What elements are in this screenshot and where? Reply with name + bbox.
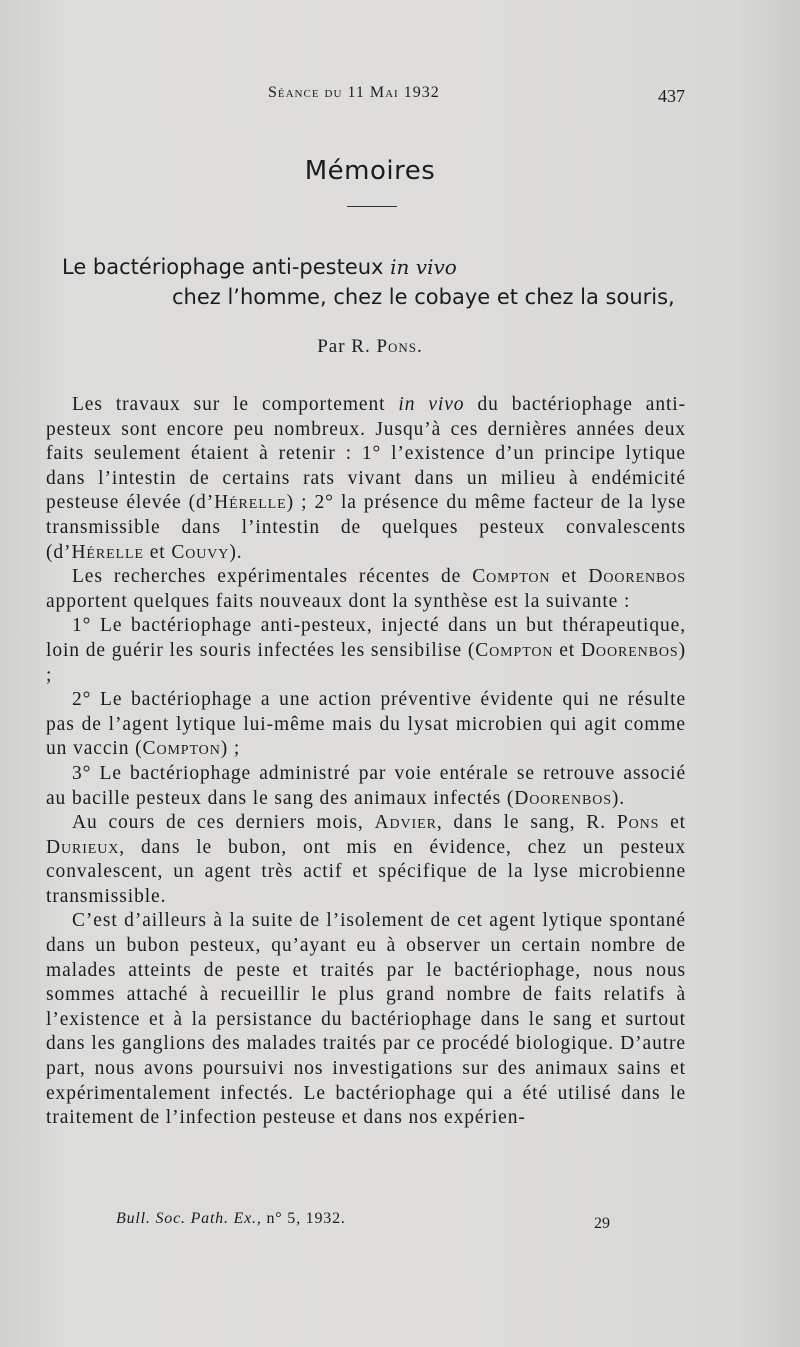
- paragraph-5: [46, 762, 686, 811]
- text-run: ) ; 2° la présence du même facteur de la lyse transmissible dans l’intestin de quelques pesteux convalescents (d’: [46, 492, 686, 563]
- author-name: Doorenbos: [588, 566, 686, 588]
- paragraph-4: [46, 688, 686, 762]
- journal-citation-italic: Bull. Soc. Path. Ex.,: [116, 1210, 262, 1227]
- article-body: [46, 393, 686, 1131]
- author-name: Couvy: [171, 541, 230, 563]
- article-title: [62, 252, 702, 312]
- text-run: Les recherches expérimentales récentes de: [72, 566, 473, 588]
- author-name: Pons: [616, 812, 660, 834]
- text-run: Les travaux sur le comportement: [72, 394, 399, 415]
- byline-author: Pons.: [376, 336, 423, 357]
- paragraph-2: [46, 565, 686, 614]
- author-name: Hérelle: [71, 541, 144, 563]
- author-name: Advier: [374, 812, 437, 834]
- byline: [0, 336, 740, 358]
- signature-mark: 29: [594, 1215, 610, 1232]
- paragraph-7: C’est d’ailleurs à la suite de l’isolement de cet agent lytique spontané dans un bubon pesteux, qu’ayant eu à observer un certain nombre de malades atteints de peste et traités par le bactériophage, nous nous sommes attaché à recueillir le plus grand nombre de faits relatifs à l’existence et à la persistance du bactériophage dans le sang et surtout dans les ganglions des malades traités par ce procédé biologique. D’autre part, nous avons poursuivi nos investigations sur des animaux sains et expérimentalement infectés. Le bactériophage qui a été utilisé dans le traitement de l’infection pesteuse et dans nos expérien-: [46, 910, 686, 1129]
- text-run: et: [553, 639, 581, 661]
- text-run: , dans le bubon, ont mis en évidence, chez un pesteux convalescent, un agent très actif et spécifique de la lyse microbienne transmissible.: [46, 836, 686, 907]
- author-name: Doorenbos: [514, 787, 612, 809]
- paragraph-1: [46, 393, 686, 565]
- author-name: Compton: [475, 639, 554, 661]
- author-name: Durieux: [46, 836, 120, 858]
- text-run: 3° Le bactériophage administré par voie entérale se retrouve associé au bacille pesteux dans le sang des animaux infectés (: [46, 762, 686, 809]
- text-run: 2° Le bactériophage a une action préventive évidente qui ne résulte pas de l’agent lytique lui-même mais du lysat microbien qui agit comme un vaccin (: [46, 689, 686, 760]
- text-run: et: [143, 541, 172, 563]
- title-rule: [347, 206, 397, 207]
- article-title-part-1: Le bactériophage anti-pesteux: [62, 255, 391, 279]
- running-head: Séance du 11 Mai 1932: [268, 84, 440, 101]
- page-number: 437: [658, 86, 685, 106]
- text-run: Au cours de ces derniers mois,: [72, 812, 375, 834]
- journal-citation: [116, 1210, 346, 1228]
- text-run: 1° Le bactériophage anti-pesteux, injecté dans un but thérapeutique, loin de guérir les souris infectées les sensibilise (: [46, 615, 686, 661]
- text-run: et: [550, 566, 589, 588]
- author-name: Doorenbos: [580, 639, 679, 661]
- text-run: , dans le sang, R.: [436, 812, 617, 834]
- text-run: ).: [229, 541, 243, 563]
- text-run: apportent quelques faits nouveaux dont la synthèse est la suivante :: [46, 590, 631, 612]
- text-run: et: [659, 812, 686, 834]
- byline-prefix: Par R.: [317, 336, 377, 357]
- italic-term: in vivo: [398, 394, 465, 415]
- text-run: ) ;: [46, 639, 686, 686]
- author-name: Compton: [142, 738, 221, 760]
- author-name: Hérelle: [214, 492, 287, 514]
- journal-citation-rest: n° 5, 1932.: [261, 1210, 346, 1227]
- article-title-line-1: [62, 252, 702, 282]
- paragraph-3: [46, 614, 686, 688]
- section-title: Mémoires: [304, 156, 436, 186]
- article-title-italic: in vivo: [390, 255, 457, 279]
- text-run: ).: [611, 787, 626, 809]
- paragraph-6: [46, 811, 686, 909]
- article-title-line-2: chez l’homme, chez le cobaye et chez la souris,: [172, 285, 675, 309]
- text-run: ) ;: [220, 738, 241, 760]
- text-run: du bactériophage anti-pesteux sont encore peu nombreux. Jusqu’à ces dernières années deux faits seulement étaient à retenir : 1° l’existence d’un principe lytique dans l’intestin de certains rats vivant dans un milieu à endémicité pesteuse élevée (d’: [46, 394, 687, 514]
- author-name: Compton: [472, 566, 551, 588]
